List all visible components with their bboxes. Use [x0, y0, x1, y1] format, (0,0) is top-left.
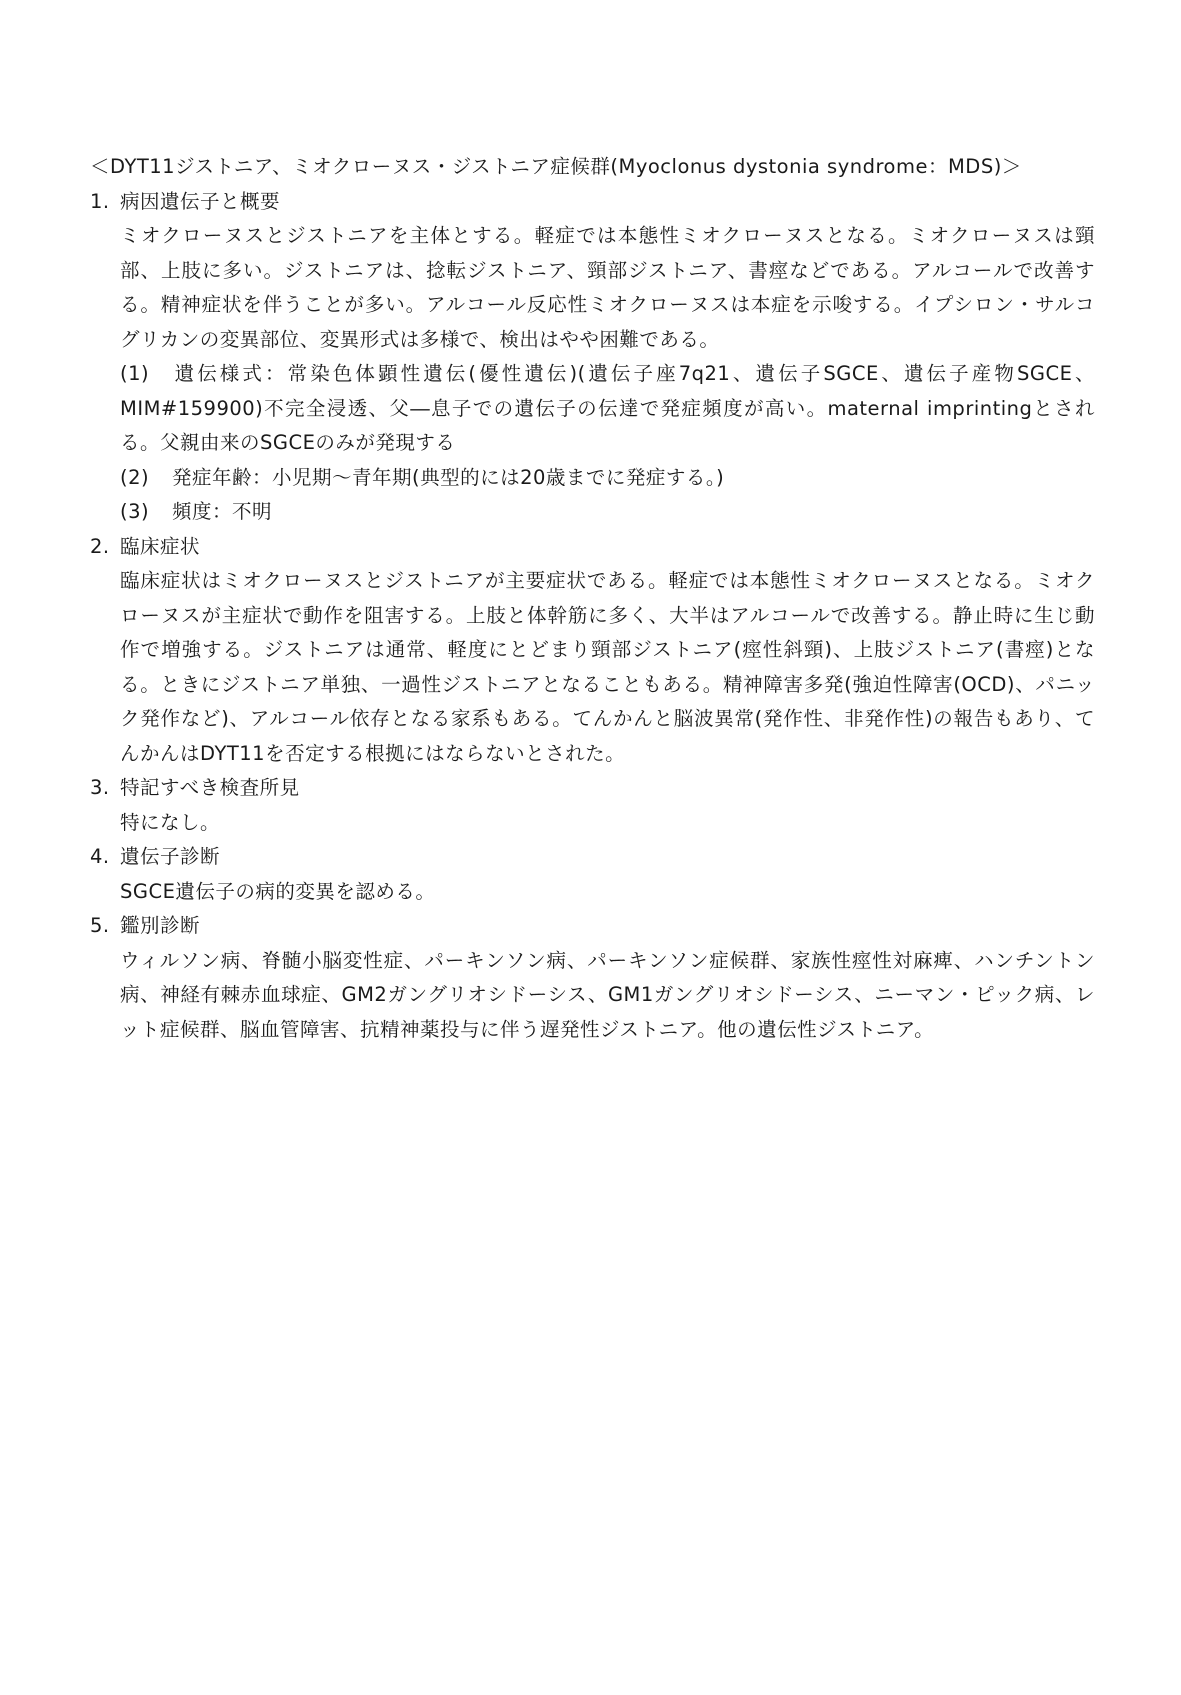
- section-number: 1.: [90, 189, 110, 213]
- section-heading: [90, 909, 1095, 944]
- section-body: [120, 806, 1095, 841]
- section-clinical-symptoms: [90, 530, 1095, 772]
- list-item-frequency: [120, 495, 1095, 530]
- section-number: 2.: [90, 534, 110, 558]
- section-number: 3.: [90, 776, 110, 799]
- section-differential-diagnosis: [90, 909, 1095, 1047]
- section-genetic-diagnosis: [90, 840, 1095, 909]
- item-text: 遺伝様式：常染色体顕性遺伝(優性遺伝)(遺伝子座7q21、遺伝子SGCE、遺伝子産物SGCE、MIM#159900)不完全浸透、父―息子での遺伝子の伝達で発症頻度が高い。maternal imprintingとされる。父親由来のSGCEのみが発現する: [120, 362, 1095, 454]
- section-title: 特記すべき検査所見: [120, 776, 300, 799]
- item-text: 発症年齢：小児期～青年期(典型的には20歳までに発症する。): [172, 465, 725, 489]
- section-body: [120, 219, 1095, 530]
- section-heading: [90, 771, 1095, 806]
- document-body: [90, 150, 1095, 1047]
- section-title: 遺伝子診断: [120, 845, 221, 868]
- section-body: [120, 875, 1095, 910]
- list-item-inheritance: [120, 357, 1095, 461]
- section-paragraph: 臨床症状はミオクローヌスとジストニアが主要症状である。軽症では本態性ミオクローヌスとなる。ミオクローヌスが主症状で動作を阻害する。上肢と体幹筋に多く、大半はアルコールで改善する。静止時に生じ動作で増強する。ジストニアは通常、軽度にとどまり頸部ジストニア(痙性斜頸)、上肢ジストニア(書痙)となる。ときにジストニア単独、一過性ジストニアとなることもある。精神障害多発(強迫性障害(OCD)、パニック発作など)、アルコール依存となる家系もある。てんかんと脳波異常(発作性、非発作性)の報告もあり、てんかんはDYT11を否定する根拠にはならないとされた。: [120, 569, 1095, 765]
- section-body: [120, 944, 1095, 1048]
- section-lab-findings: [90, 771, 1095, 840]
- item-number: (1): [120, 362, 150, 385]
- item-number: (2): [120, 465, 150, 489]
- section-number: 4.: [90, 845, 110, 868]
- section-heading: [90, 840, 1095, 875]
- section-number: 5.: [90, 914, 110, 937]
- section-body: [120, 564, 1095, 771]
- list-item-onset-age: [120, 461, 1095, 496]
- section-title: 病因遺伝子と概要: [120, 189, 281, 213]
- section-paragraph: 特になし。: [120, 810, 221, 834]
- section-heading: [90, 185, 1095, 220]
- section-paragraph: ウィルソン病、脊髄小脳変性症、パーキンソン病、パーキンソン症候群、家族性痙性対麻痺、ハンチントン病、神経有棘赤血球症、GM2ガングリオシドーシス、GM1ガングリオシドーシス、ニーマン・ピック病、レット症候群、脳血管障害、抗精神薬投与に伴う遅発性ジストニア。他の遺伝性ジストニア。: [120, 948, 1095, 1041]
- section-title: 鑑別診断: [120, 914, 201, 937]
- section-title: 臨床症状: [120, 534, 201, 558]
- section-heading: [90, 530, 1095, 565]
- section-etiology: [90, 185, 1095, 530]
- document-title: ＜DYT11ジストニア、ミオクローヌス・ジストニア症候群(Myoclonus dystonia syndrome：MDS)＞: [90, 155, 1022, 178]
- item-number: (3): [120, 500, 150, 523]
- section-paragraph: SGCE遺伝子の病的変異を認める。: [120, 879, 436, 903]
- item-text: 頻度：不明: [172, 500, 273, 523]
- section-paragraph: ミオクローヌスとジストニアを主体とする。軽症では本態性ミオクローヌスとなる。ミオクローヌスは頸部、上肢に多い。ジストニアは、捻転ジストニア、頸部ジストニア、書痙などである。アルコールで改善する。精神症状を伴うことが多い。アルコール反応性ミオクローヌスは本症を示唆する。イプシロン・サルコグリカンの変異部位、変異形式は多様で、検出はやや困難である。: [120, 224, 1095, 351]
